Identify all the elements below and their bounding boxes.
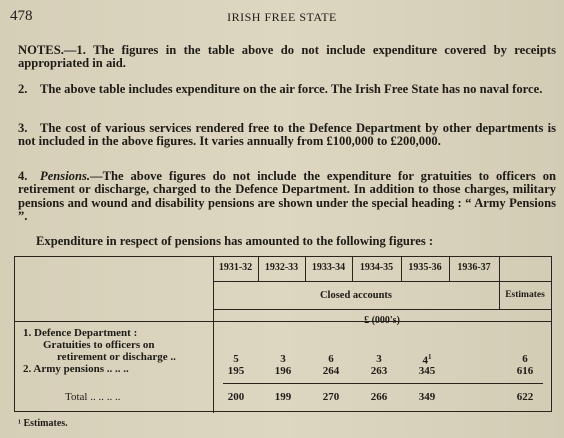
year-header: 1931-32 [218,262,253,273]
table-intro: Expenditure in respect of pensions has amounted to the following figures : [36,234,434,248]
total-value: 622 [516,391,534,403]
pensions-value: 196 [274,365,292,377]
gratuities-value: 3 [280,353,286,365]
year-header: 1934-35 [359,262,394,273]
note-1 [18,44,556,71]
unit-label: £ (000's) [364,315,400,326]
year-header: 1932-33 [264,262,299,273]
gratuities-value: 6 [522,353,528,365]
gratuities-value: $4^1$ [422,353,432,367]
pensions-value: 195 [227,365,245,377]
row-label-defence: 1. Defence Department : [23,327,138,339]
row-label-total: Total .. .. .. .. [65,391,121,403]
row-divider [213,281,551,282]
closed-accounts-label: Closed accounts [319,290,393,301]
note-2-lead: 2. [18,82,28,96]
pensions-table [14,256,552,412]
gratuities-value: 6 [328,353,334,365]
total-value: 266 [370,391,388,403]
pensions-value: 263 [370,365,388,377]
total-value: 199 [274,391,292,403]
note-4-italic-heading: Pensions. [40,169,91,183]
pensions-value: 264 [322,365,340,377]
total-value: 200 [227,391,245,403]
year-header: 1936-37 [457,262,491,273]
year-header: 1933-34 [311,262,346,273]
row-label-gratuities: Gratuities to officers on [43,339,155,351]
estimates-label: Estimates [505,290,545,300]
note-1-text: The figures in the table above do not include expenditure covered by receipts appropriated in aid. [18,43,556,71]
row-divider [213,309,551,310]
total-value: 349 [418,391,436,403]
gratuities-value: 3 [376,353,382,365]
note-3 [18,122,556,149]
pensions-value: 616 [516,365,534,377]
row-label-retirement: retirement or discharge .. [57,351,176,363]
note-2 [18,83,556,96]
footnote: ¹ Estimates. [18,418,68,429]
total-value: 270 [322,391,340,403]
note-1-lead: NOTES.—1. [18,43,86,57]
col-divider [499,257,500,309]
note-3-lead: 3. [18,121,28,135]
note-2-text: The above table includes expenditure on the air force. The Irish Free State has no naval force. [40,82,543,96]
year-header: 1935-36 [408,262,442,273]
note-3-text: The cost of various services rendered free to the Defence Department by other departments is not included in the above figures. It varies annually from £100,000 to £200,000. [18,121,556,149]
note-4 [18,170,556,224]
note-4-text: —The above figures do not include the expenditure for gratuities to officers on retirement or discharge, charged to the Defence Department. In addition to those charges, military pensions and wound and disability pensions are shown under the special heading : “ Army Pensions ”. [18,169,556,224]
running-head: IRISH FREE STATE [227,10,337,24]
row-label-army-pensions: 2. Army pensions .. .. .. [23,363,129,375]
gratuities-value: 5 [233,353,239,365]
pensions-value: 345 [418,365,436,377]
page-number: 478 [10,8,33,24]
note-4-lead: 4. [18,169,28,183]
total-rule [223,383,543,384]
